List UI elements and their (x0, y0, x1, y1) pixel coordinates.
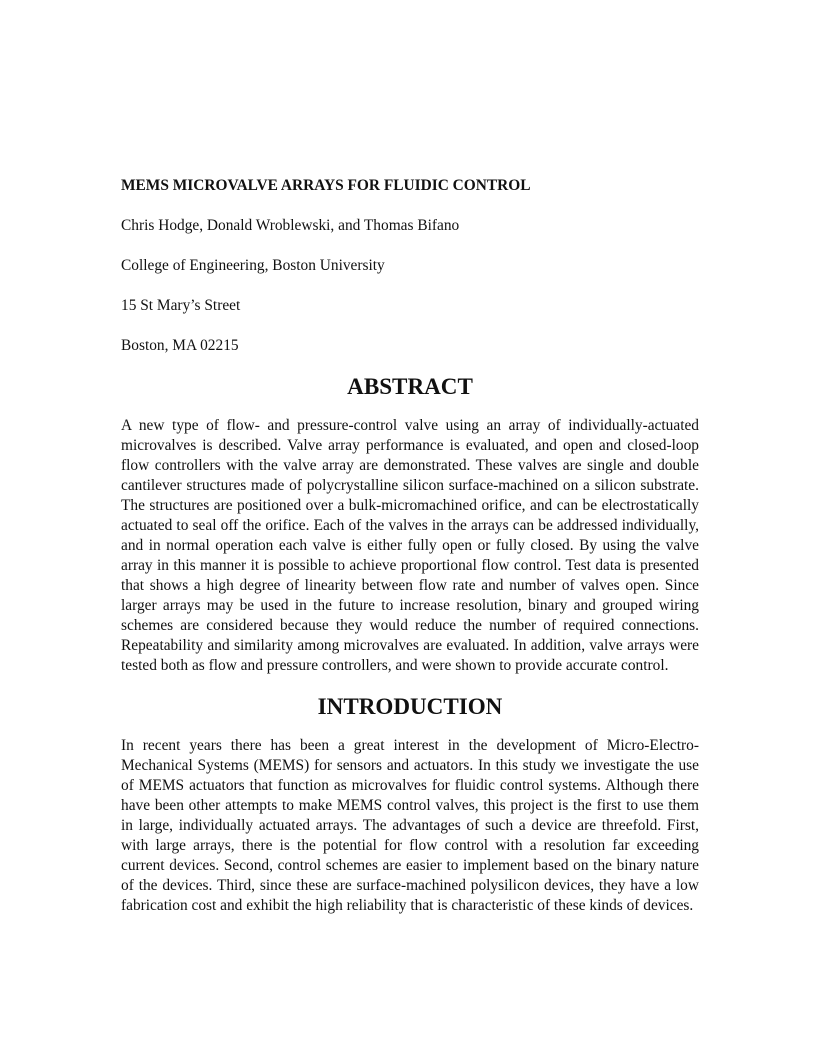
address-street: 15 St Mary’s Street (121, 297, 241, 314)
introduction-heading: INTRODUCTION (317, 693, 503, 719)
abstract-heading: ABSTRACT (347, 373, 473, 399)
affiliation: College of Engineering, Boston University (121, 257, 385, 274)
author-list: Chris Hodge, Donald Wroblewski, and Thomas Bifano (121, 217, 460, 234)
introduction-text: In recent years there has been a great interest in the development of Micro-Electro-Mechanical Systems (MEMS) for sensors and actuators. In this study we investigate the use of MEMS actuators that function as microvalves for fluidic control systems. Although there have been other attempts to make MEMS control valves, this project is the first to use them in large, individually actuated arrays. The advantages of such a device are threefold. First, with large arrays, there is the potential for flow control with a resolution far exceeding current devices. Second, control schemes are easier to implement based on the binary nature of the devices. Third, since these are surface-machined polysilicon devices, they have a low fabrication cost and exhibit the high reliability that is characteristic of these kinds of devices. (121, 737, 699, 914)
abstract-text: A new type of flow- and pressure-control valve using an array of individually-actuated microvalves is described. Valve array performance is evaluated, and open and closed-loop flow controllers with the valve array are demonstrated. These valves are single and double cantilever structures made of polycrystalline silicon surface-machined on a silicon substrate. The structures are positioned over a bulk-micromachined orifice, and can be electrostatically actuated to seal off the orifice. Each of the valves in the arrays can be addressed individually, and in normal operation each valve is either fully open or fully closed. By using the valve array in this manner it is possible to achieve proportional flow control. Test data is presented that shows a high degree of linearity between flow rate and number of valves open. Since larger arrays may be used in the future to increase resolution, binary and grouped wiring schemes are considered because they would reduce the number of required connections. Repeatability and similarity among microvalves are evaluated. In addition, valve arrays were tested both as flow and pressure controllers, and were shown to provide accurate control. (121, 417, 699, 674)
paper-page (121, 176, 699, 916)
address-city: Boston, MA 02215 (121, 337, 239, 354)
paper-title: MEMS MICROVALVE ARRAYS FOR FLUIDIC CONTROL (121, 177, 531, 194)
